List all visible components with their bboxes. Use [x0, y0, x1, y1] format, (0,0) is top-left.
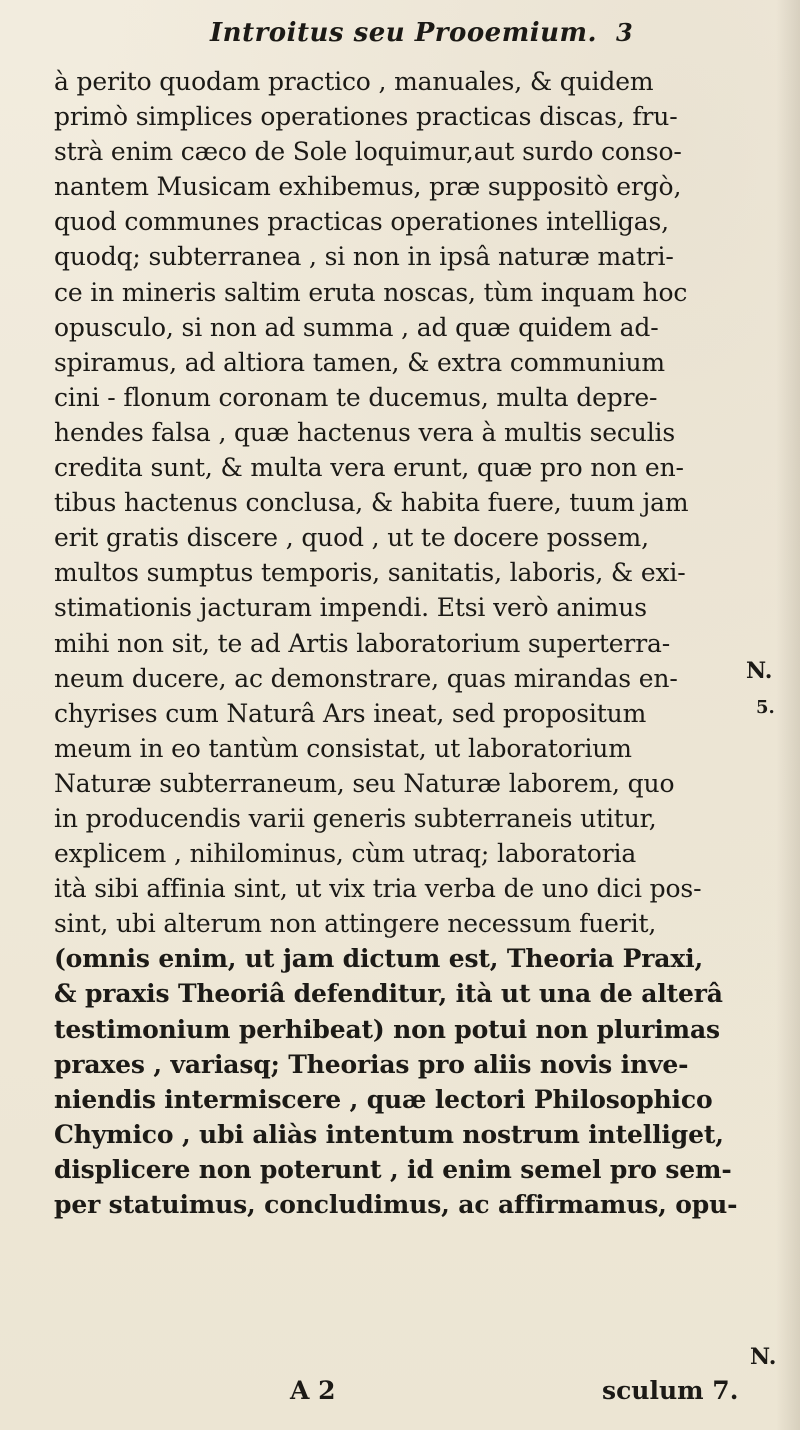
- page-number: 3: [616, 18, 633, 47]
- text-line: per statuimus, concludimus, ac affirmamus, opu-: [54, 1190, 738, 1219]
- text-line: in producendis varii generis subterraneis utitur,: [54, 803, 657, 833]
- text-line: quod communes practicas operationes intelligas,: [54, 207, 669, 237]
- catchword: sculum 7.: [602, 1376, 739, 1405]
- text-line: tibus hactenus conclusa, & habita fuere, tuum jam: [54, 488, 689, 518]
- text-line: hendes falsa , quæ hactenus vera à multis seculis: [54, 417, 676, 447]
- running-title: Introitus seu Prooemium.: [210, 18, 598, 48]
- text-line: cini - flonum coronam te ducemus, multa depre-: [54, 382, 658, 412]
- text-line: neum ducere, ac demonstrare, quas mirandas en-: [54, 663, 678, 693]
- text-line: ità sibi affinia sint, ut vix tria verba de uno dici pos-: [54, 874, 702, 904]
- body-text: [54, 64, 744, 1222]
- text-line: (omnis enim, ut jam dictum est, Theoria Praxi,: [54, 944, 703, 974]
- margin-note: 5.: [756, 697, 775, 718]
- text-line: ce in mineris saltim eruta noscas, tùm inquam hoc: [54, 277, 688, 307]
- text-line: praxes , variasq; Theorias pro aliis novis inve-: [54, 1049, 689, 1079]
- text-line: niendis intermiscere , quæ lectori Philosophico: [54, 1084, 713, 1114]
- page-edge-shadow: [776, 0, 800, 1430]
- text-line: displicere non poterunt , id enim semel pro sem-: [54, 1154, 732, 1184]
- text-line: mihi non sit, te ad Artis laboratorium superterra-: [54, 628, 671, 658]
- text-line: multos sumptus temporis, sanitatis, laboris, & exi-: [54, 558, 686, 588]
- signature-mark: A 2: [290, 1376, 336, 1405]
- text-line: à perito quodam practico , manuales, & quidem: [54, 67, 654, 96]
- text-line: explicem , nihilominus, cùm utraq; laboratoria: [54, 839, 637, 869]
- text-line: testimonium perhibeat) non potui non plurimas: [54, 1014, 720, 1044]
- margin-note: N.: [746, 658, 773, 684]
- text-line: Naturæ subterraneum, seu Naturæ laborem, quo: [54, 768, 675, 798]
- text-line: erit gratis discere , quod , ut te docere possem,: [54, 523, 649, 553]
- text-line: meum in eo tantùm consistat, ut laboratorium: [54, 733, 632, 763]
- page-header: [0, 14, 800, 54]
- text-line: sint, ubi alterum non attingere necessum fuerit,: [54, 909, 657, 939]
- text-line: Chymico , ubi aliàs intentum nostrum intelliget,: [54, 1119, 724, 1149]
- text-line: chyrises cum Naturâ Ars ineat, sed propositum: [54, 698, 647, 728]
- text-line: nantem Musicam exhibemus, præ suppositò ergò,: [54, 172, 682, 202]
- text-line: strà enim cæco de Sole loquimur,aut surdo conso-: [54, 137, 682, 167]
- text-line: spiramus, ad altiora tamen, & extra communium: [54, 347, 665, 377]
- text-line: opusculo, si non ad summa , ad quæ quidem ad-: [54, 312, 659, 342]
- text-line: stimationis jacturam impendi. Etsi verò animus: [54, 593, 647, 623]
- text-line: quodq; subterranea , si non in ipsâ naturæ matri-: [54, 242, 674, 272]
- margin-note: N.: [750, 1344, 777, 1370]
- text-line: credita sunt, & multa vera erunt, quæ pro non en-: [54, 453, 684, 483]
- text-line: primò simplices operationes practicas discas, fru-: [54, 102, 678, 132]
- text-line: & praxis Theoriâ defenditur, ità ut una de alterâ: [54, 979, 723, 1009]
